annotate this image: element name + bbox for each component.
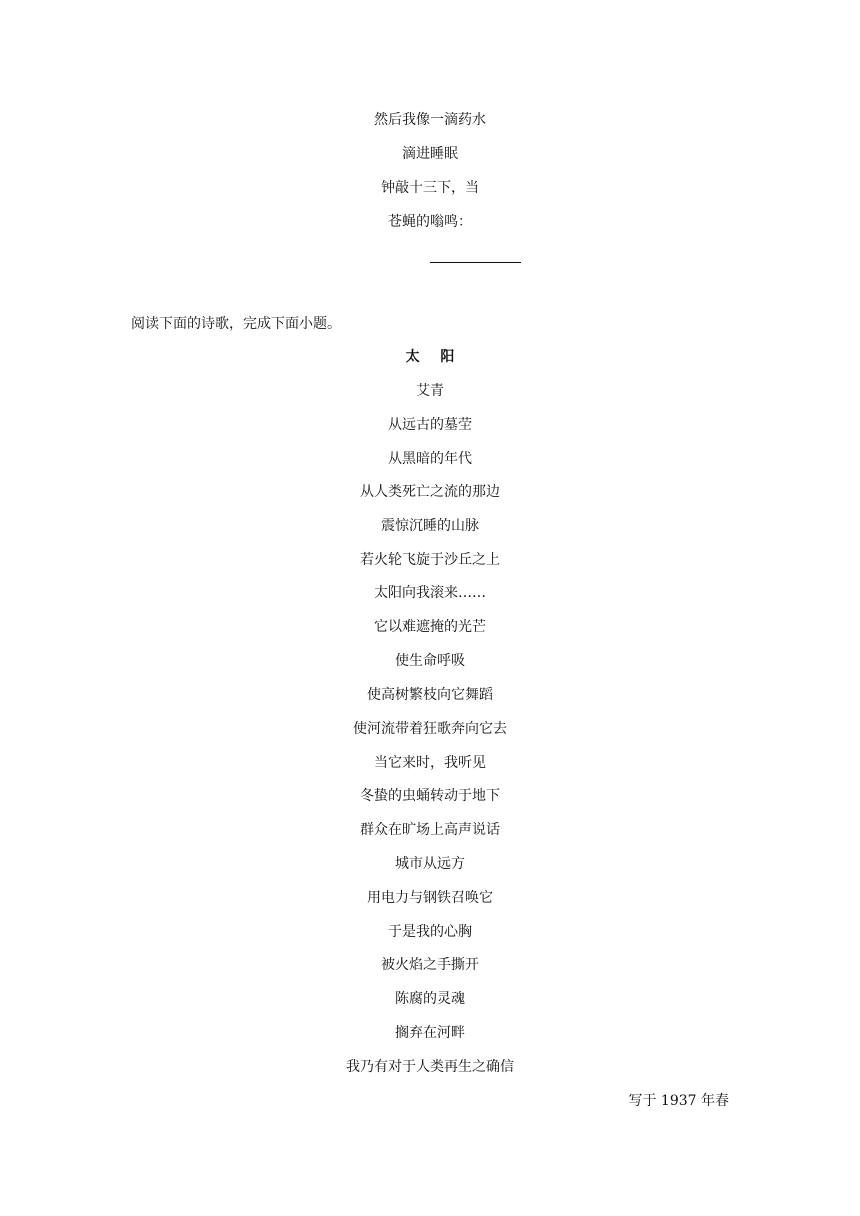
- poem-title: 太 阳: [405, 349, 463, 365]
- poem-line: 被火焰之手撕开: [381, 957, 479, 973]
- poem-line: 若火轮飞旋于沙丘之上: [360, 552, 500, 568]
- poem-line: 搁弃在河畔: [395, 1025, 465, 1041]
- answer-blank-line: [430, 262, 521, 263]
- poem-line: 群众在旷场上高声说话: [360, 822, 500, 838]
- excerpt-line: 钟敲十三下，当: [381, 180, 479, 196]
- poem-line: 于是我的心胸: [388, 924, 472, 940]
- poem-line: 当它来时，我听见: [374, 755, 486, 771]
- poem-line: 太阳向我滚来……: [374, 585, 486, 601]
- poem-date: 写于 1937 年春: [628, 1093, 729, 1109]
- excerpt-line: 滴进睡眠: [402, 146, 458, 162]
- question-instruction: 阅读下面的诗歌，完成下面小题。: [131, 316, 341, 332]
- poem-line: 城市从远方: [395, 856, 465, 872]
- poem-author: 艾青: [416, 383, 444, 399]
- poem-line: 它以难遮掩的光芒: [374, 619, 486, 635]
- poem-line: 冬蛰的虫蛹转动于地下: [360, 788, 500, 804]
- poem-line: 陈腐的灵魂: [395, 991, 465, 1007]
- poem-line: 从远古的墓茔: [388, 417, 472, 433]
- poem-line: 使高树繁枝向它舞蹈: [367, 687, 493, 703]
- poem-line: 使河流带着狂歌奔向它去: [353, 721, 507, 737]
- poem-line: 震惊沉睡的山脉: [381, 518, 479, 534]
- poem-line: 从人类死亡之流的那边: [360, 484, 500, 500]
- poem-line: 我乃有对于人类再生之确信: [346, 1059, 514, 1075]
- poem-line: 用电力与钢铁召唤它: [367, 890, 493, 906]
- excerpt-line: 然后我像一滴药水: [374, 112, 486, 128]
- poem-line: 从黑暗的年代: [388, 451, 472, 467]
- excerpt-line: 苍蝇的嗡鸣：: [388, 214, 472, 230]
- poem-line: 使生命呼吸: [395, 653, 465, 669]
